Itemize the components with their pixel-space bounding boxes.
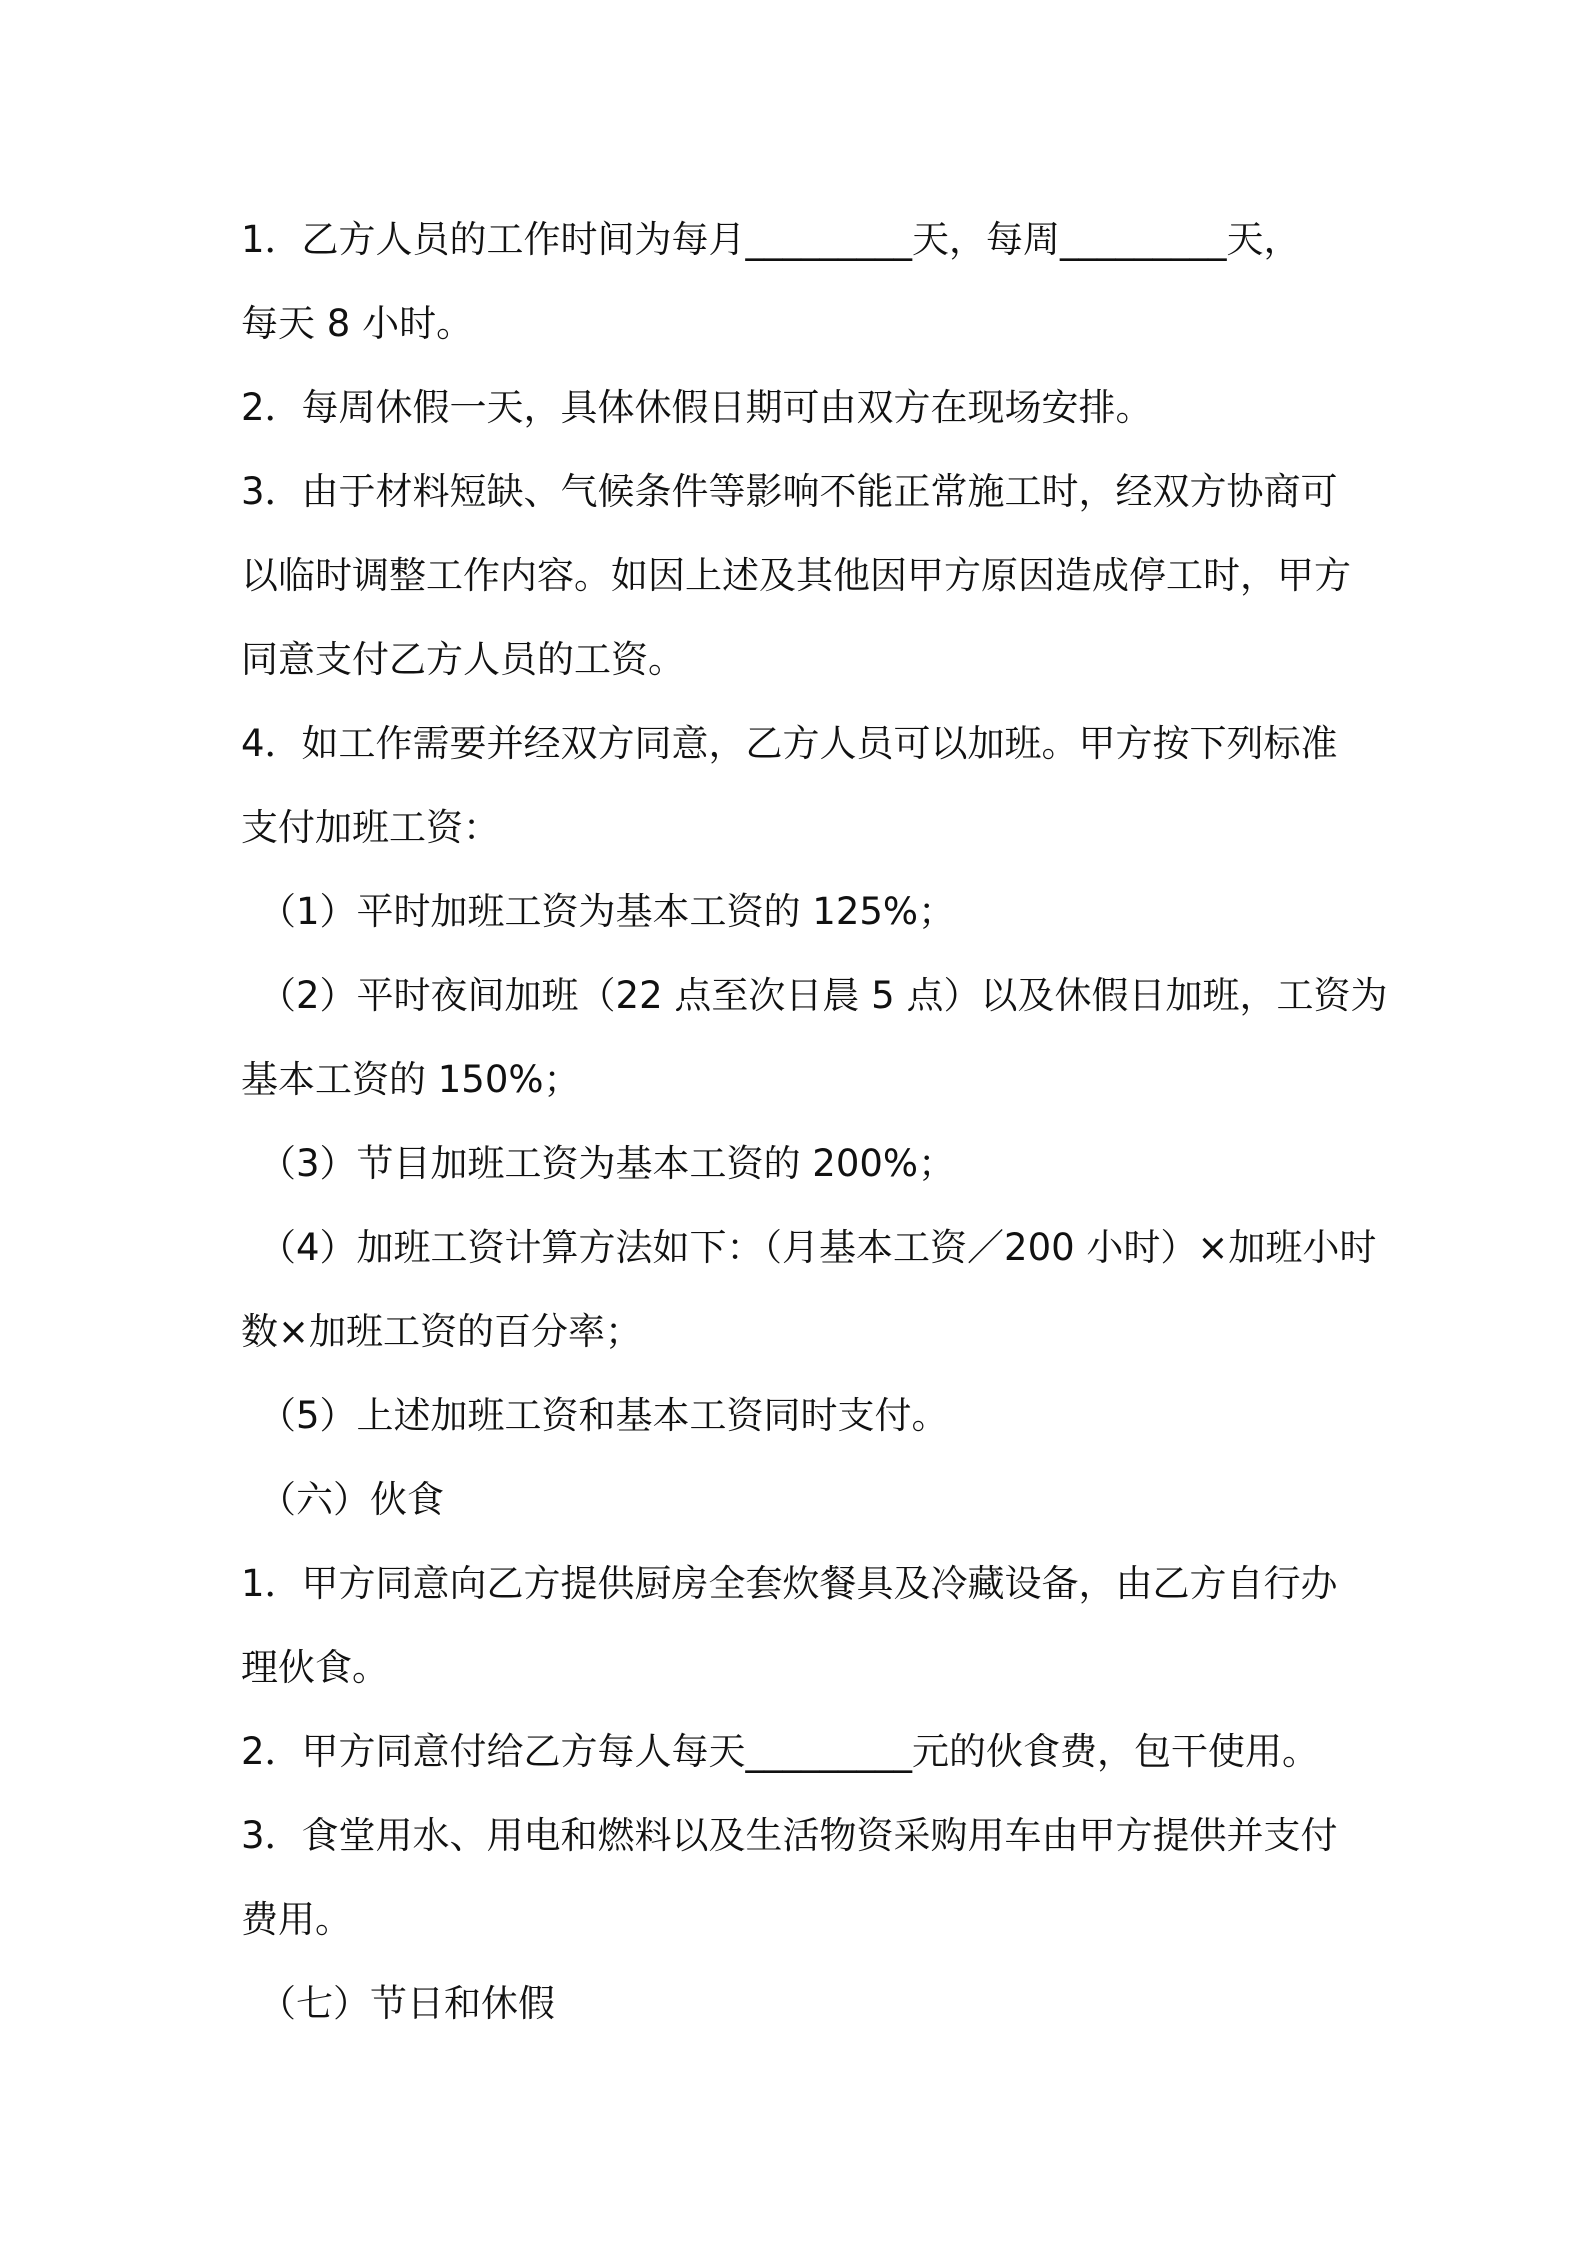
work-time-clause-line-2: 每天 8 小时。 [241, 302, 474, 345]
overtime-clause-line-2: 支付加班工资： [241, 806, 500, 849]
work-time-clause-line-1: 1．乙方人员的工作时间为每月_________天，每周_________天， [241, 218, 1301, 261]
overtime-item-3: （3）节目加班工资为基本工资的 200%； [259, 1142, 956, 1185]
overtime-item-4-line-1: （4）加班工资计算方法如下：（月基本工资／200 小时）×加班小时 [259, 1226, 1377, 1269]
weekly-rest-clause: 2．每周休假一天，具体休假日期可由双方在现场安排。 [241, 386, 1153, 429]
meals-clause-1-line-1: 1．甲方同意向乙方提供厨房全套炊餐具及冷藏设备，由乙方自行办 [241, 1562, 1338, 1605]
overtime-clause-line-1: 4．如工作需要并经双方同意，乙方人员可以加班。甲方按下列标准 [241, 722, 1338, 765]
overtime-item-1: （1）平时加班工资为基本工资的 125%； [259, 890, 956, 933]
work-stoppage-clause-line-1: 3．由于材料短缺、气候条件等影响不能正常施工时，经双方协商可 [241, 470, 1338, 513]
overtime-item-2-line-2: 基本工资的 150%； [241, 1058, 581, 1101]
overtime-item-4-line-2: 数×加班工资的百分率； [241, 1310, 643, 1353]
section-heading-holidays: （七）节日和休假 [259, 1982, 555, 2025]
overtime-item-2-line-1: （2）平时夜间加班（22 点至次日晨 5 点）以及休假日加班，工资为 [259, 974, 1388, 1017]
document-body [241, 198, 1388, 2046]
section-heading-meals: （六）伙食 [259, 1478, 444, 1521]
meals-clause-2: 2．甲方同意付给乙方每人每天_________元的伙食费，包干使用。 [241, 1730, 1320, 1773]
meals-clause-1-line-2: 理伙食。 [241, 1646, 389, 1689]
overtime-item-5: （5）上述加班工资和基本工资同时支付。 [259, 1394, 949, 1437]
work-stoppage-clause-line-3: 同意支付乙方人员的工资。 [241, 638, 685, 681]
work-stoppage-clause-line-2: 以临时调整工作内容。如因上述及其他因甲方原因造成停工时，甲方 [241, 554, 1351, 597]
meals-clause-3-line-2: 费用。 [241, 1898, 352, 1941]
meals-clause-3-line-1: 3．食堂用水、用电和燃料以及生活物资采购用车由甲方提供并支付 [241, 1814, 1338, 1857]
